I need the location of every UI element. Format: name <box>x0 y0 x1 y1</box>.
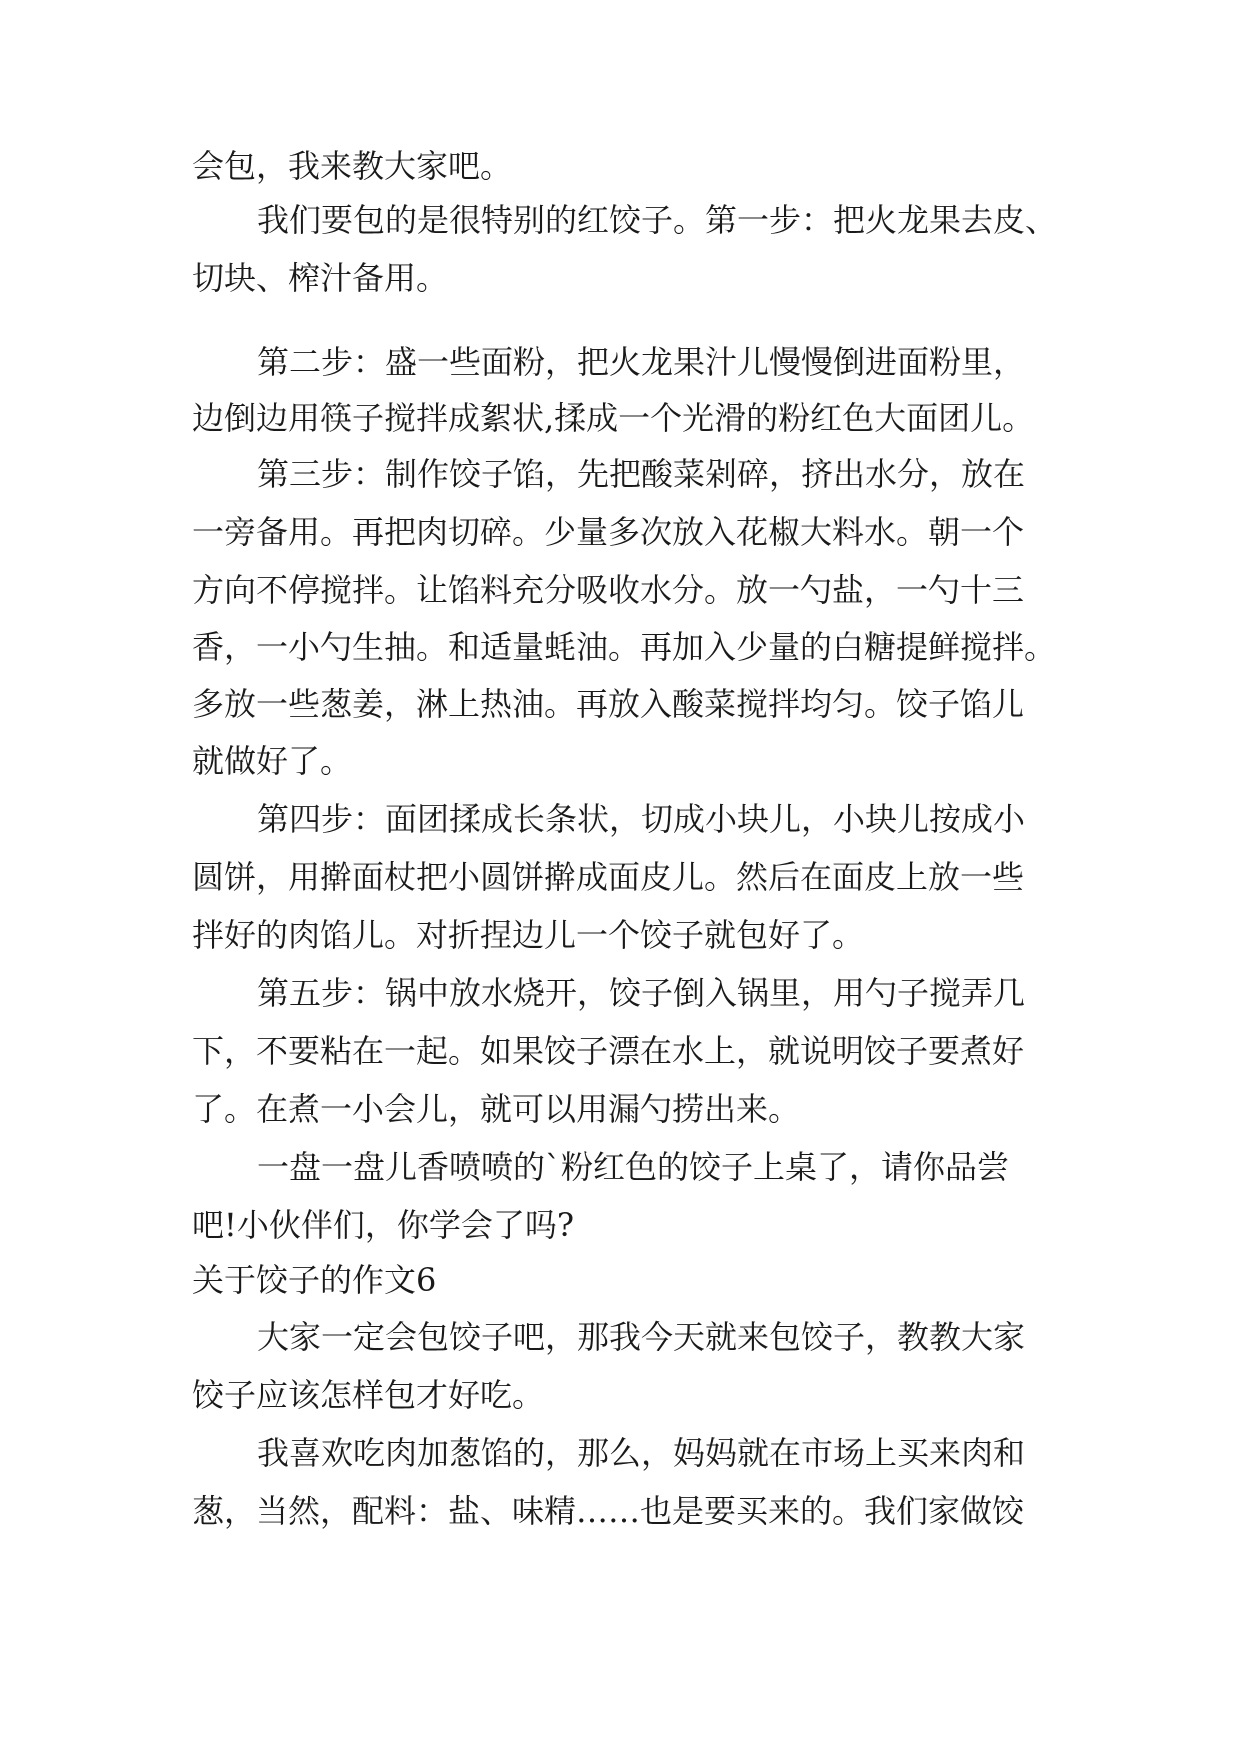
paragraph-first-line: 第五步：锅中放水烧开，饺子倒入锅里，用勺子搅弄几 <box>257 974 1026 1012</box>
paragraph-first-line: 大家一定会包饺子吧，那我今天就来包饺子，教教大家 <box>257 1318 1026 1356</box>
text-line: 边倒边用筷子搅拌成絮状,揉成一个光滑的粉红色大面团儿。 <box>192 399 1035 437</box>
paragraph-first-line: 我们要包的是很特别的红饺子。第一步：把火龙果去皮、 <box>257 201 1058 239</box>
text-line: 会包，我来教大家吧。 <box>192 147 513 185</box>
text-line: 吧!小伙伴们，你学会了吗? <box>192 1206 575 1244</box>
paragraph-first-line: 第四步：面团揉成长条状，切成小块儿，小块儿按成小 <box>257 800 1026 838</box>
text-line: 就做好了。 <box>192 742 353 780</box>
text-line: 多放一些葱姜，淋上热油。再放入酸菜搅拌均匀。饺子馅儿 <box>192 685 1025 723</box>
paragraph-first-line: 我喜欢吃肉加葱馅的，那么，妈妈就在市场上买来肉和 <box>257 1434 1026 1472</box>
text-line: 方向不停搅拌。让馅料充分吸收水分。放一勺盐，一勺十三 <box>192 571 1025 609</box>
text-line: 了。在煮一小会儿，就可以用漏勺捞出来。 <box>192 1090 801 1128</box>
text-line: 饺子应该怎样包才好吃。 <box>192 1376 545 1414</box>
section-heading: 关于饺子的作文6 <box>192 1261 437 1299</box>
paragraph-first-line: 第二步：盛一些面粉，把火龙果汁儿慢慢倒进面粉里， <box>257 343 1026 381</box>
text-line: 下，不要粘在一起。如果饺子漂在水上，就说明饺子要煮好 <box>192 1032 1025 1070</box>
text-line: 一旁备用。再把肉切碎。少量多次放入花椒大料水。朝一个 <box>192 513 1025 551</box>
paragraph-first-line: 一盘一盘儿香喷喷的`粉红色的饺子上桌了，请你品尝 <box>257 1148 1010 1186</box>
text-line: 拌好的肉馅儿。对折捏边儿一个饺子就包好了。 <box>192 916 865 954</box>
text-line: 香，一小勺生抽。和适量蚝油。再加入少量的白糖提鲜搅拌。 <box>192 628 1057 666</box>
text-line: 圆饼，用擀面杖把小圆饼擀成面皮儿。然后在面皮上放一些 <box>192 858 1025 896</box>
text-line: 切块、榨汁备用。 <box>192 259 449 297</box>
text-line: 葱，当然，配料：盐、味精……也是要买来的。我们家做饺 <box>192 1492 1025 1530</box>
paragraph-first-line: 第三步：制作饺子馅，先把酸菜剁碎，挤出水分，放在 <box>257 455 1026 493</box>
